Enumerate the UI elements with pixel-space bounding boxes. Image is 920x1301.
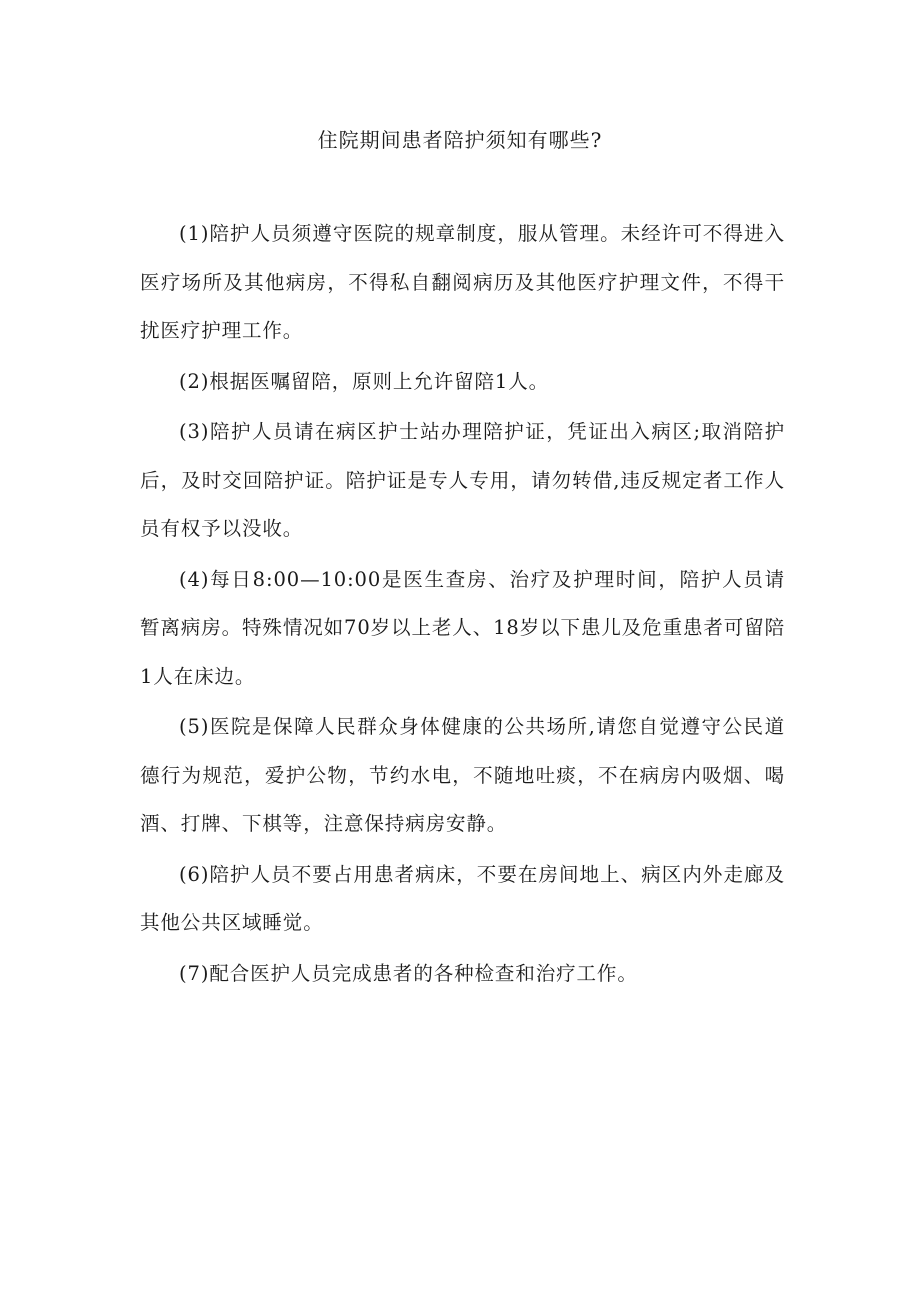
paragraph-3: (3)陪护人员请在病区护士站办理陪护证，凭证出入病区;取消陪护后，及时交回陪护证。陪护证是专人专用，请勿转借,违反规定者工作人员有权予以没收。: [140, 420, 785, 540]
paragraph-1: (1)陪护人员须遵守医院的规章制度，服从管理。未经许可不得进入医疗场所及其他病房，不得私自翻阅病历及其他医疗护理文件，不得干扰医疗护理工作。: [140, 222, 785, 342]
paragraph-2: (2)根据医嘱留陪，原则上允许留陪1人。: [179, 369, 550, 393]
paragraph-5: (5)医院是保障人民群众身体健康的公共场所,请您自觉遵守公民道德行为规范，爱护公物，节约水电，不随地吐痰，不在病房内吸烟、喝酒、打牌、下棋等，注意保持病房安静。: [140, 715, 785, 835]
paragraph-7: (7)配合医护人员完成患者的各种检查和治疗工作。: [179, 961, 638, 985]
paragraph-6: (6)陪护人员不要占用患者病床，不要在房间地上、病区内外走廊及其他公共区域睡觉。: [140, 862, 785, 934]
document-title: 住院期间患者陪护须知有哪些?: [317, 128, 603, 152]
document-body: [140, 210, 785, 1000]
paragraph-4: (4)每日8:00—10:00是医生查房、治疗及护理时间，陪护人员请暂离病房。特殊情况如70岁以上老人、18岁以下患儿及危重患者可留陪1人在床边。: [140, 567, 785, 688]
